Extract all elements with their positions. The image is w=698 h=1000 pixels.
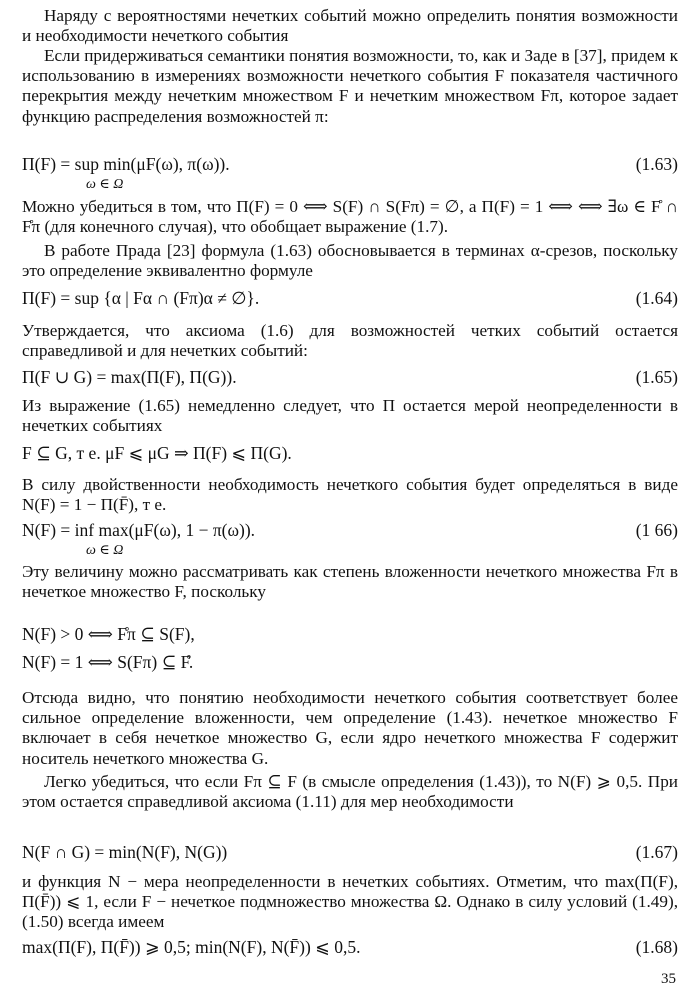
equation-formula: Π(F) = sup min(μF(ω), π(ω)). bbox=[22, 154, 230, 174]
equation-subscript: ω ∈ Ω bbox=[86, 543, 124, 558]
equation-necessity-one bbox=[22, 650, 678, 676]
equation-number: (1.67) bbox=[635, 842, 678, 862]
paragraph-5: Утверждается, что аксиома (1.6) для возможностей четких событий остается справедливой и для нечетких событий: bbox=[22, 321, 678, 361]
paragraph-4: В работе Прада [23] формула (1.63) обосновывается в терминах α-срезов, поскольку это определение эквивалентно формуле bbox=[22, 241, 678, 281]
equation-necessity-positive bbox=[22, 622, 678, 648]
equation-1-66 bbox=[22, 518, 678, 558]
equation-formula: N(F) = 1 ⟺ S(Fπ) ⊆ F̊. bbox=[22, 652, 194, 672]
equation-1-68 bbox=[22, 935, 678, 961]
equation-formula: N(F ∩ G) = min(N(F), N(G)) bbox=[22, 842, 228, 862]
equation-ordering bbox=[22, 441, 678, 467]
equation-1-63 bbox=[22, 152, 678, 192]
equation-1-64 bbox=[22, 286, 678, 312]
equation-1-67 bbox=[22, 840, 678, 866]
equation-number: (1.65) bbox=[635, 367, 678, 387]
paragraph-2: Если придерживаться семантики понятия возможности, то, как и Заде в [37], придем к использованию в измерениях возможности нечеткого события F показателя частичного перекрытия между нечетким множеством F и нечетким множеством Fπ, которое задает функцию распределения возможностей π: bbox=[22, 46, 678, 126]
paragraph-6: Из выражение (1.65) немедленно следует, что Π остается мерой неопределенности в нечетких событиях bbox=[22, 396, 678, 436]
page-number: 35 bbox=[661, 971, 676, 987]
equation-number: (1 66) bbox=[635, 520, 678, 540]
paragraph-11: и функция N − мера неопределенности в нечетких событиях. Отметим, что max(Π(F), Π(F̄)) ⩽ 1, если F − нечеткое подмножество множества Ω. Однако в силу условий (1.49), (1.50) всегда имеем bbox=[22, 872, 678, 932]
equation-formula: max(Π(F), Π(F̄)) ⩾ 0,5; min(N(F), N(F̄)) ⩽ 0,5. bbox=[22, 937, 361, 957]
equation-formula: Π(F) = sup {α | Fα ∩ (Fπ)α ≠ ∅}. bbox=[22, 288, 260, 308]
paragraph-10: Легко убедиться, что если Fπ ⊆ F (в смысле определения (1.43)), то N(F) ⩾ 0,5. При этом остается справедливой аксиома (1.11) для мер необходимости bbox=[22, 772, 678, 812]
equation-subscript: ω ∈ Ω bbox=[86, 177, 124, 192]
equation-formula: N(F) > 0 ⟺ F̊π ⊆ S(F), bbox=[22, 624, 195, 644]
equation-number: (1.68) bbox=[635, 937, 678, 957]
equation-number: (1.64) bbox=[635, 288, 678, 308]
equation-number: (1.63) bbox=[635, 154, 678, 174]
equation-formula: N(F) = inf max(μF(ω), 1 − π(ω)). bbox=[22, 520, 256, 540]
paragraph-7: В силу двойственности необходимость нечеткого события будет определяться в виде N(F) = 1 − Π(F̄), т е. bbox=[22, 475, 678, 515]
equation-formula: Π(F ∪ G) = max(Π(F), Π(G)). bbox=[22, 367, 237, 387]
paragraph-9: Отсюда видно, что понятию необходимости нечеткого события соответствует более сильное определение вложенности, чем определение (1.43). нечеткое множество F включает в себя нечеткое множество G, если ядро нечеткого множества F содержит носитель нечеткого множества G. bbox=[22, 688, 678, 768]
equation-1-65 bbox=[22, 365, 678, 391]
paragraph-1: Наряду с вероятностями нечетких событий можно определить понятия возможности и необходимости нечеткого события bbox=[22, 6, 678, 46]
paragraph-8: Эту величину можно рассматривать как степень вложенности нечеткого множества Fπ в нечеткое множество F, поскольку bbox=[22, 562, 678, 602]
paragraph-3: Можно убедиться в том, что Π(F) = 0 ⟺ S(F) ∩ S(Fπ) = ∅, а Π(F) = 1 ⟺ ⟺ ∃ω ∈ F̊ ∩ F̊π (для конечного случая), что обобщает выражение (1.7). bbox=[22, 197, 678, 237]
equation-formula: F ⊆ G, т е. μF ⩽ μG ⇒ Π(F) ⩽ Π(G). bbox=[22, 443, 292, 463]
